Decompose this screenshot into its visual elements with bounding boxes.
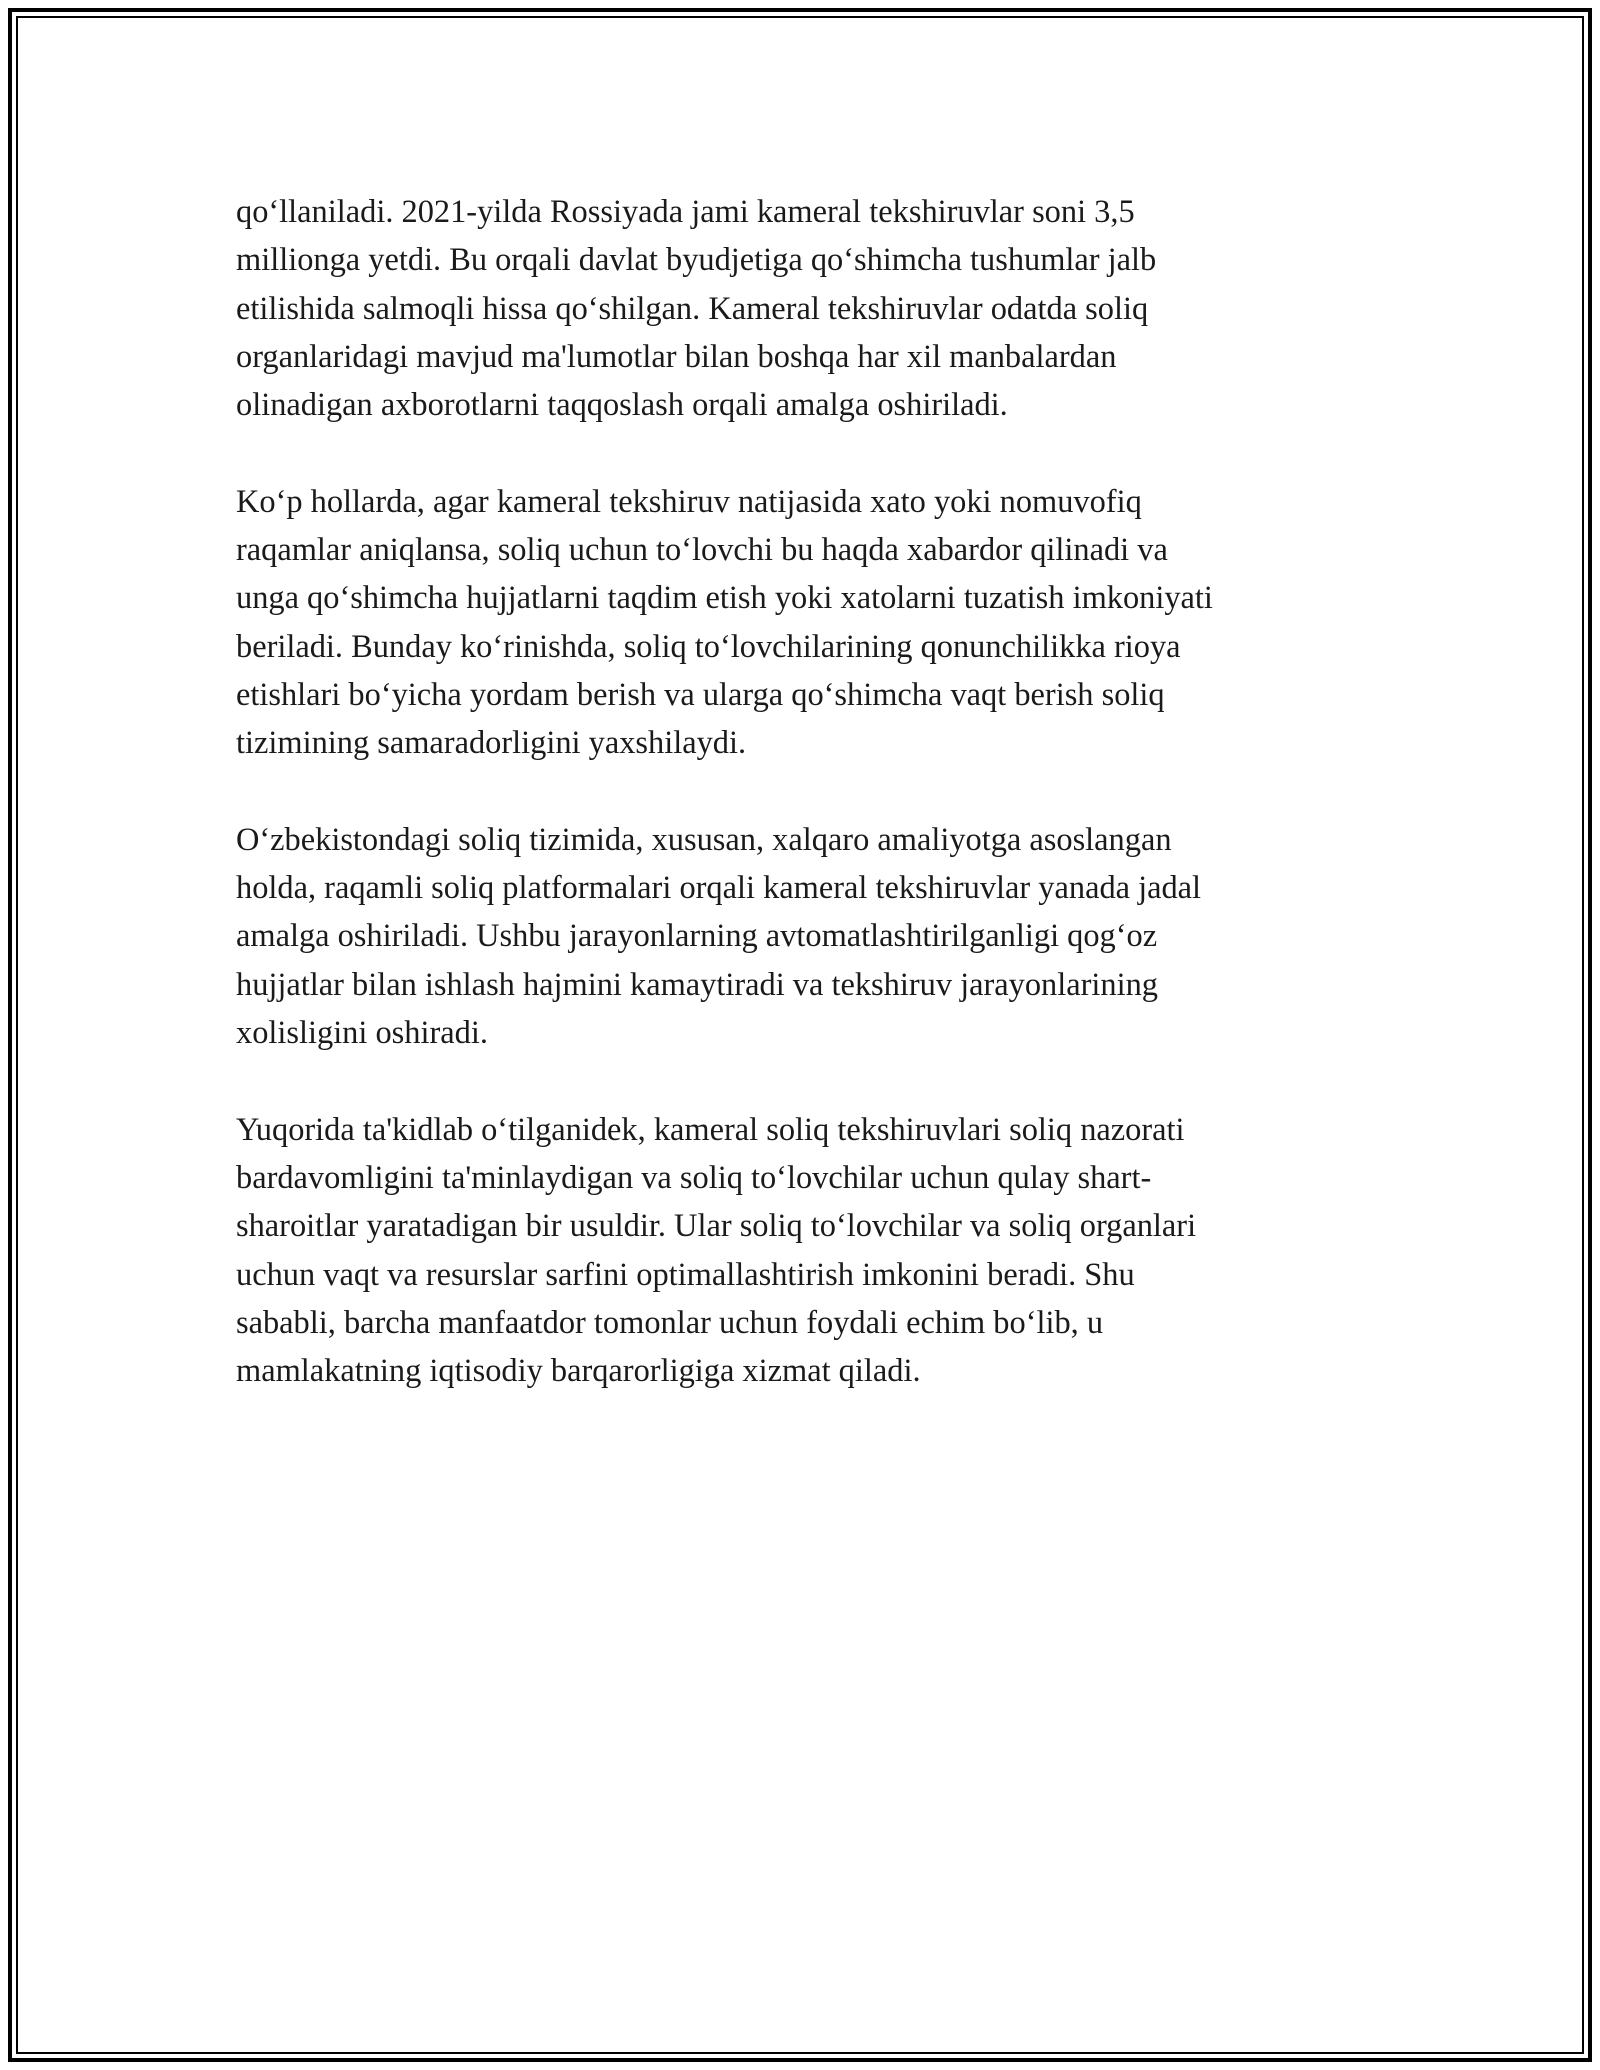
text-line: holda, raqamli soliq platformalari orqali kameral tekshiruvlar yanada jadal [236,870,1202,907]
text-line: millionga yetdi. Bu orqali davlat byudjetiga qo‘shimcha tushumlar jalb [236,242,1157,279]
paragraph-1 [236,188,1366,429]
text-line: Ko‘p hollarda, agar kameral tekshiruv natijasida xato yoki nomuvofiq [236,483,1142,520]
text-line: qo‘llaniladi. 2021-yilda Rossiyada jami kameral tekshiruvlar soni 3,5 [236,194,1135,230]
text-line: Yuqorida ta'kidlab o‘tilganidek, kameral soliq tekshiruvlari soliq nazorati [236,1111,1185,1148]
text-line: etilishida salmoqli hissa qo‘shilgan. Kameral tekshiruvlar odatda soliq [236,290,1149,327]
text-line: unga qo‘shimcha hujjatlarni taqdim etish yoki xatolarni tuzatish imkoniyati [236,580,1213,617]
document-body [236,188,1366,1444]
text-line: amalga oshiriladi. Ushbu jarayonlarning avtomatlashtirilganligi qog‘oz [236,918,1158,955]
text-line: organlaridagi mavjud ma'lumotlar bilan boshqa har xil manbalardan [236,338,1117,375]
text-line: etishlari bo‘yicha yordam berish va ularga qo‘shimcha vaqt berish soliq [236,676,1165,713]
text-line: sharoitlar yaratadigan bir usuldir. Ular soliq to‘lovchilar va soliq organlari [236,1208,1197,1245]
text-line: tizimining samaradorligini yaxshilaydi. [236,725,747,762]
text-line: uchun vaqt va resurslar sarfini optimallashtirish imkonini beradi. Shu [236,1256,1135,1293]
text-line: raqamlar aniqlansa, soliq uchun to‘lovchi bu haqda xabardor qilinadi va [236,532,1168,569]
paragraph-4 [236,1106,1366,1396]
text-line: olinadigan axborotlarni taqqoslash orqali amalga oshiriladi. [236,387,1008,424]
text-line: hujjatlar bilan ishlash hajmini kamaytiradi va tekshiruv jarayonlarining [236,966,1158,1003]
paragraph-3 [236,816,1366,1057]
text-line: bardavomligini ta'minlaydigan va soliq to‘lovchilar uchun qulay shart- [236,1159,1152,1196]
text-line: sababli, barcha manfaatdor tomonlar uchun foydali echim bo‘lib, u [236,1304,1104,1341]
text-line: xolisligini oshiradi. [236,1015,488,1052]
text-line: O‘zbekistondagi soliq tizimida, xususan, xalqaro amaliyotga asoslangan [236,821,1172,858]
text-line: mamlakatning iqtisodiy barqarorligiga xizmat qiladi. [236,1353,921,1390]
paragraph-2 [236,478,1366,768]
text-line: beriladi. Bunday ko‘rinishda, soliq to‘lovchilarining qonunchilikka rioya [236,628,1181,665]
